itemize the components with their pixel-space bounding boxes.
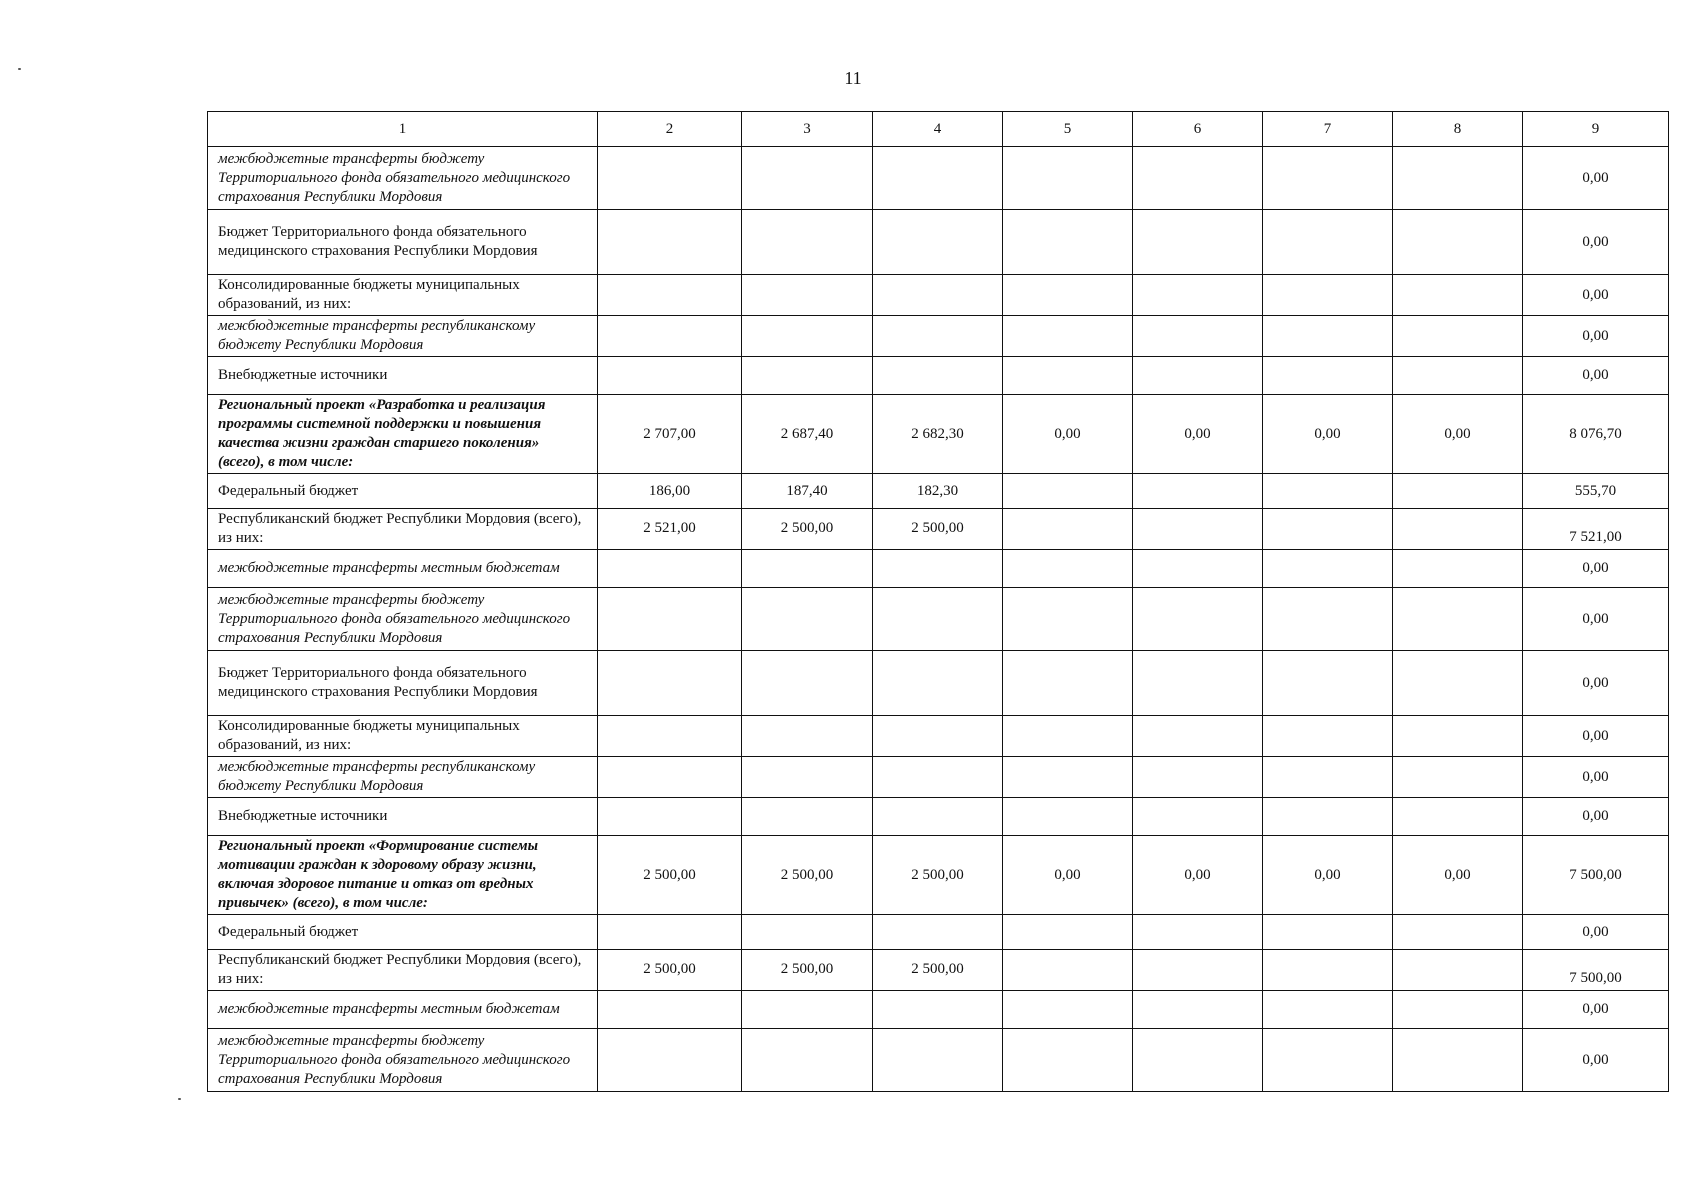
row-label: Консолидированные бюджеты муниципальных образований, из них: xyxy=(208,275,598,316)
row-label: Республиканский бюджет Республики Мордовия (всего), из них: xyxy=(208,509,598,550)
value-cell xyxy=(1393,474,1523,509)
column-header: 1 xyxy=(208,112,598,147)
value-cell xyxy=(873,1029,1003,1092)
value-cell xyxy=(873,275,1003,316)
value-cell: 2 500,00 xyxy=(598,950,742,991)
row-label: Внебюджетные источники xyxy=(208,357,598,395)
value-cell xyxy=(1133,588,1263,651)
value-cell xyxy=(1133,357,1263,395)
value-cell xyxy=(1263,991,1393,1029)
value-cell xyxy=(598,588,742,651)
value-cell: 0,00 xyxy=(1003,395,1133,474)
value-cell: 0,00 xyxy=(1133,395,1263,474)
table-row xyxy=(208,588,1669,651)
table-row xyxy=(208,550,1669,588)
value-cell xyxy=(1003,950,1133,991)
value-cell: 2 682,30 xyxy=(873,395,1003,474)
table-row xyxy=(208,798,1669,836)
value-cell xyxy=(742,716,873,757)
table-row xyxy=(208,915,1669,950)
value-cell xyxy=(873,316,1003,357)
value-cell: 0,00 xyxy=(1003,836,1133,915)
value-cell xyxy=(1133,798,1263,836)
scan-speck xyxy=(178,1098,181,1100)
value-cell xyxy=(1003,147,1133,210)
total-cell: 0,00 xyxy=(1523,316,1669,357)
total-cell: 0,00 xyxy=(1523,991,1669,1029)
page-number: 11 xyxy=(844,68,862,88)
value-cell xyxy=(1263,950,1393,991)
row-label: Региональный проект «Формирование системы мотивации граждан к здоровому образу жизни, включая здоровое питание и отказ от вредных привычек» (всего), в том числе: xyxy=(208,836,598,915)
value-cell xyxy=(598,357,742,395)
table-row xyxy=(208,757,1669,798)
value-cell xyxy=(873,357,1003,395)
total-cell: 0,00 xyxy=(1523,275,1669,316)
value-cell xyxy=(742,210,873,275)
value-cell: 2 500,00 xyxy=(742,950,873,991)
value-cell xyxy=(1003,275,1133,316)
value-cell xyxy=(873,915,1003,950)
value-cell: 182,30 xyxy=(873,474,1003,509)
value-cell xyxy=(873,991,1003,1029)
value-cell xyxy=(1393,509,1523,550)
value-cell: 2 707,00 xyxy=(598,395,742,474)
value-cell xyxy=(873,588,1003,651)
value-cell: 2 500,00 xyxy=(598,836,742,915)
value-cell xyxy=(1263,588,1393,651)
total-cell: 8 076,70 xyxy=(1523,395,1669,474)
value-cell xyxy=(1003,509,1133,550)
row-label: Бюджет Территориального фонда обязательного медицинского страхования Республики Мордовия xyxy=(208,651,598,716)
row-label: Консолидированные бюджеты муниципальных образований, из них: xyxy=(208,716,598,757)
value-cell xyxy=(598,210,742,275)
value-cell xyxy=(1263,757,1393,798)
value-cell xyxy=(1003,1029,1133,1092)
value-cell xyxy=(1003,588,1133,651)
value-cell xyxy=(873,716,1003,757)
value-cell: 2 687,40 xyxy=(742,395,873,474)
value-cell xyxy=(1263,915,1393,950)
value-cell xyxy=(1393,275,1523,316)
value-cell xyxy=(598,275,742,316)
value-cell xyxy=(1003,316,1133,357)
value-cell xyxy=(1393,798,1523,836)
value-cell xyxy=(598,147,742,210)
value-cell: 0,00 xyxy=(1133,836,1263,915)
value-cell xyxy=(1133,509,1263,550)
table-row xyxy=(208,474,1669,509)
value-cell xyxy=(873,210,1003,275)
value-cell xyxy=(1393,210,1523,275)
value-cell xyxy=(1393,950,1523,991)
value-cell xyxy=(1133,1029,1263,1092)
value-cell xyxy=(1133,474,1263,509)
value-cell xyxy=(742,357,873,395)
value-cell xyxy=(742,798,873,836)
table-row xyxy=(208,316,1669,357)
value-cell xyxy=(873,651,1003,716)
value-cell xyxy=(1393,147,1523,210)
value-cell xyxy=(1263,798,1393,836)
value-cell xyxy=(1263,357,1393,395)
column-header: 8 xyxy=(1393,112,1523,147)
column-header: 7 xyxy=(1263,112,1393,147)
value-cell: 2 500,00 xyxy=(873,509,1003,550)
total-cell: 0,00 xyxy=(1523,757,1669,798)
row-label: межбюджетные трансферты бюджету Территориального фонда обязательного медицинского страхования Республики Мордовия xyxy=(208,1029,598,1092)
table-row xyxy=(208,147,1669,210)
value-cell xyxy=(1263,550,1393,588)
value-cell xyxy=(1133,210,1263,275)
value-cell xyxy=(873,798,1003,836)
table-row xyxy=(208,275,1669,316)
value-cell xyxy=(1003,991,1133,1029)
value-cell xyxy=(598,1029,742,1092)
value-cell xyxy=(742,757,873,798)
value-cell xyxy=(1003,474,1133,509)
value-cell xyxy=(598,651,742,716)
value-cell xyxy=(1003,915,1133,950)
table-row xyxy=(208,836,1669,915)
scan-speck xyxy=(18,68,21,70)
row-label: Бюджет Территориального фонда обязательного медицинского страхования Республики Мордовия xyxy=(208,210,598,275)
row-label: межбюджетные трансферты местным бюджетам xyxy=(208,550,598,588)
value-cell: 2 500,00 xyxy=(873,836,1003,915)
value-cell xyxy=(1003,716,1133,757)
column-header: 9 xyxy=(1523,112,1669,147)
table-row xyxy=(208,716,1669,757)
value-cell: 2 500,00 xyxy=(742,836,873,915)
value-cell xyxy=(598,915,742,950)
table-row xyxy=(208,651,1669,716)
value-cell xyxy=(1393,915,1523,950)
total-cell: 0,00 xyxy=(1523,588,1669,651)
row-label: Республиканский бюджет Республики Мордовия (всего), из них: xyxy=(208,950,598,991)
value-cell xyxy=(1003,357,1133,395)
value-cell xyxy=(1003,757,1133,798)
total-cell: 0,00 xyxy=(1523,550,1669,588)
value-cell: 186,00 xyxy=(598,474,742,509)
value-cell: 0,00 xyxy=(1263,395,1393,474)
total-cell: 0,00 xyxy=(1523,1029,1669,1092)
column-header: 5 xyxy=(1003,112,1133,147)
column-header: 2 xyxy=(598,112,742,147)
value-cell xyxy=(1393,757,1523,798)
value-cell xyxy=(1133,550,1263,588)
value-cell xyxy=(742,915,873,950)
total-cell: 0,00 xyxy=(1523,357,1669,395)
value-cell xyxy=(742,588,873,651)
total-cell: 0,00 xyxy=(1523,651,1669,716)
column-header: 6 xyxy=(1133,112,1263,147)
value-cell xyxy=(1133,757,1263,798)
value-cell xyxy=(1133,651,1263,716)
row-label: Внебюджетные источники xyxy=(208,798,598,836)
value-cell xyxy=(1263,316,1393,357)
total-cell: 555,70 xyxy=(1523,474,1669,509)
row-label: межбюджетные трансферты республиканскому бюджету Республики Мордовия xyxy=(208,757,598,798)
column-header-row xyxy=(208,112,1669,147)
value-cell xyxy=(1263,474,1393,509)
row-label: межбюджетные трансферты бюджету Территориального фонда обязательного медицинского страхования Республики Мордовия xyxy=(208,147,598,210)
value-cell xyxy=(1003,798,1133,836)
table-row xyxy=(208,395,1669,474)
table-row xyxy=(208,991,1669,1029)
value-cell xyxy=(598,757,742,798)
value-cell xyxy=(742,147,873,210)
total-cell: 0,00 xyxy=(1523,716,1669,757)
table-row xyxy=(208,357,1669,395)
value-cell xyxy=(873,757,1003,798)
value-cell: 2 500,00 xyxy=(873,950,1003,991)
value-cell xyxy=(1003,651,1133,716)
value-cell xyxy=(742,316,873,357)
row-label: межбюджетные трансферты местным бюджетам xyxy=(208,991,598,1029)
total-cell: 0,00 xyxy=(1523,210,1669,275)
value-cell xyxy=(1263,651,1393,716)
total-cell: 7 500,00 xyxy=(1523,836,1669,915)
value-cell xyxy=(1393,588,1523,651)
value-cell xyxy=(1393,357,1523,395)
value-cell xyxy=(598,991,742,1029)
row-label: Федеральный бюджет xyxy=(208,474,598,509)
value-cell xyxy=(1263,1029,1393,1092)
total-cell: 0,00 xyxy=(1523,915,1669,950)
value-cell xyxy=(1133,275,1263,316)
row-label: Федеральный бюджет xyxy=(208,915,598,950)
value-cell xyxy=(1393,1029,1523,1092)
value-cell: 0,00 xyxy=(1263,836,1393,915)
value-cell: 187,40 xyxy=(742,474,873,509)
value-cell xyxy=(1133,316,1263,357)
table-row xyxy=(208,1029,1669,1092)
value-cell: 0,00 xyxy=(1393,836,1523,915)
total-cell: 0,00 xyxy=(1523,147,1669,210)
total-cell: 7 500,00 xyxy=(1523,950,1669,991)
value-cell xyxy=(1133,147,1263,210)
value-cell xyxy=(598,716,742,757)
value-cell xyxy=(742,275,873,316)
column-header: 4 xyxy=(873,112,1003,147)
column-header: 3 xyxy=(742,112,873,147)
value-cell xyxy=(1393,316,1523,357)
value-cell xyxy=(1263,716,1393,757)
row-label: Региональный проект «Разработка и реализация программы системной поддержки и повышения качества жизни граждан старшего поколения» (всего), в том числе: xyxy=(208,395,598,474)
value-cell xyxy=(1393,550,1523,588)
total-cell: 7 521,00 xyxy=(1523,509,1669,550)
total-cell: 0,00 xyxy=(1523,798,1669,836)
value-cell xyxy=(1133,716,1263,757)
value-cell xyxy=(598,316,742,357)
value-cell xyxy=(742,991,873,1029)
value-cell xyxy=(1263,509,1393,550)
value-cell xyxy=(1393,651,1523,716)
value-cell: 2 521,00 xyxy=(598,509,742,550)
table-row xyxy=(208,950,1669,991)
value-cell: 2 500,00 xyxy=(742,509,873,550)
value-cell xyxy=(1133,991,1263,1029)
value-cell xyxy=(742,651,873,716)
value-cell xyxy=(1003,550,1133,588)
value-cell xyxy=(1393,991,1523,1029)
row-label: межбюджетные трансферты республиканскому бюджету Республики Мордовия xyxy=(208,316,598,357)
value-cell xyxy=(742,1029,873,1092)
value-cell xyxy=(873,147,1003,210)
value-cell xyxy=(1393,716,1523,757)
value-cell xyxy=(1263,147,1393,210)
table-row xyxy=(208,509,1669,550)
value-cell xyxy=(873,550,1003,588)
value-cell xyxy=(742,550,873,588)
value-cell: 0,00 xyxy=(1393,395,1523,474)
budget-table xyxy=(207,111,1669,1092)
value-cell xyxy=(1003,210,1133,275)
value-cell xyxy=(598,798,742,836)
value-cell xyxy=(1263,210,1393,275)
value-cell xyxy=(1263,275,1393,316)
value-cell xyxy=(1133,915,1263,950)
row-label: межбюджетные трансферты бюджету Территориального фонда обязательного медицинского страхования Республики Мордовия xyxy=(208,588,598,651)
table-row xyxy=(208,210,1669,275)
value-cell xyxy=(598,550,742,588)
value-cell xyxy=(1133,950,1263,991)
